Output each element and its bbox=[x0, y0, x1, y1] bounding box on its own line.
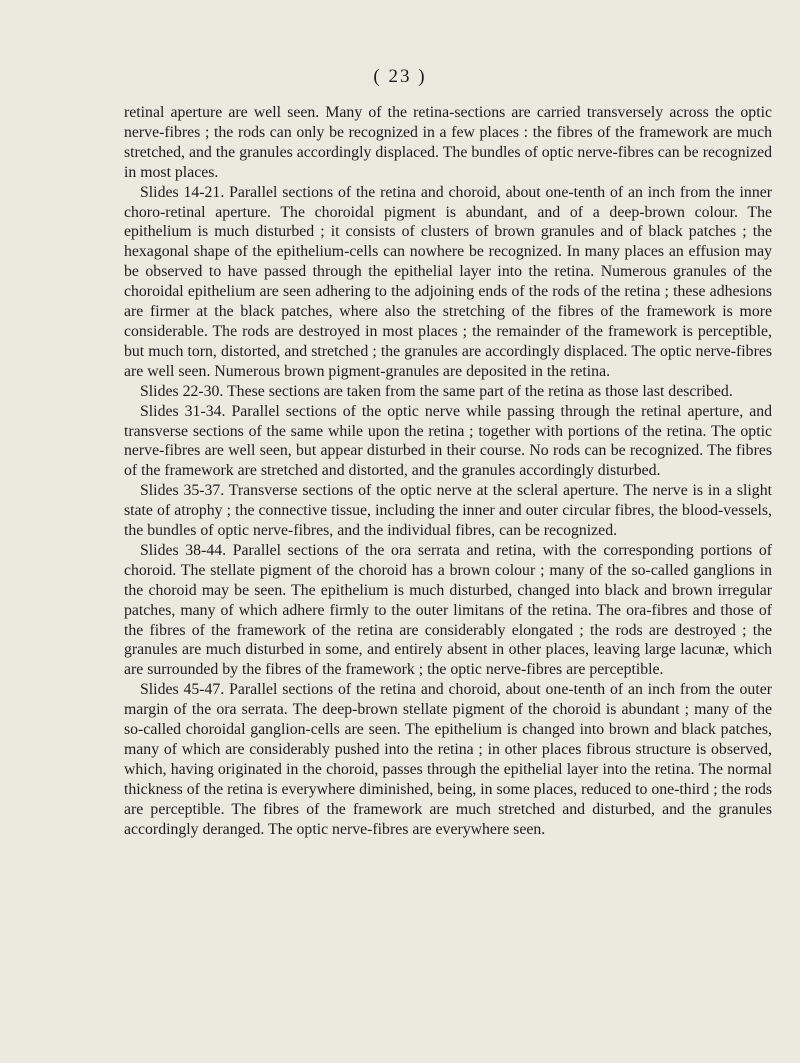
paragraph-slides-45-47: Slides 45-47. Parallel sections of the retina and choroid, about one-tenth of an inch from the outer margin of the ora serrata. The deep-brown stellate pigment of the choroid is abundant ; many of the so-called choroidal ganglion-cells are seen. The epithelium is changed into brown and black patches, many of which are considerably pushed into the retina ; in other places fibrous structure is observed, which, having originated in the choroid, passes through the epithelial layer into the retina. The normal thickness of the retina is everywhere diminished, being, in some places, reduced to one-third ; the rods are perceptible. The fibres of the framework are much stretched and disturbed, and the granules accordingly deranged. The optic nerve-fibres are everywhere seen. bbox=[124, 681, 772, 838]
page-number: ( 23 ) bbox=[373, 66, 427, 87]
paragraph-slides-35-37: Slides 35-37. Transverse sections of the optic nerve at the scleral aperture. The nerve is in a slight state of atrophy ; the connective tissue, including the inner and outer circular fibres, the blood-vessels, the bundles of optic nerve-fibres, and the individual fibres, can be recognized. bbox=[124, 482, 772, 540]
body-text bbox=[124, 103, 772, 840]
paragraph-slides-22-30: Slides 22-30. These sections are taken from the same part of the retina as those last described. bbox=[140, 382, 733, 400]
paragraph-continuation: retinal aperture are well seen. Many of the retina-sections are carried transversely across the optic nerve-fibres ; the rods can only be recognized in a few places : the fibres of the framework are much stretched, and the granules accordingly displaced. The bundles of optic nerve-fibres can be recognized in most places. bbox=[124, 104, 772, 181]
paragraph-slides-14-21: Slides 14-21. Parallel sections of the retina and choroid, about one-tenth of an inch from the inner choro-retinal aperture. The choroidal pigment is abundant, and of a deep-brown colour. The epithelium is much disturbed ; it consists of clusters of brown granules and of black patches ; the hexagonal shape of the epithelium-cells can nowhere be recognized. In many places an effusion may be observed to have passed through the epithelial layer into the retina. Numerous granules of the choroidal epithelium are seen adhering to the adjoining ends of the rods of the retina ; these adhesions are firmer at the black patches, where also the stretching of the fibres of the framework is more considerable. The rods are destroyed in most places ; the remainder of the framework is perceptible, but much torn, distorted, and stretched ; the granules are accordingly displaced. The optic nerve-fibres are well seen. Numerous brown pigment-granules are deposited in the retina. bbox=[124, 183, 772, 380]
paragraph-slides-38-44: Slides 38-44. Parallel sections of the ora serrata and retina, with the corresponding portions of choroid. The stellate pigment of the choroid has a brown colour ; many of the so-called ganglions in the choroid may be seen. The epithelium is much disturbed, changed into black and brown irregular patches, many of which adhere firmly to the outer limitans of the retina. The ora-fibres and those of the fibres of the framework of the retina are considerably elongated ; the rods are destroyed ; the granules are much disturbed in some, and entirely absent in other places, leaving large lacunæ, which are surrounded by the fibres of the framework ; the optic nerve-fibres are perceptible. bbox=[124, 541, 772, 679]
paragraph-slides-31-34: Slides 31-34. Parallel sections of the optic nerve while passing through the retinal aperture, and transverse sections of the same while upon the retina ; together with portions of the retina. The optic nerve-fibres are well seen, but appear disturbed in their course. No rods can be recognized. The fibres of the framework are stretched and distorted, and the granules accordingly disturbed. bbox=[124, 402, 772, 480]
